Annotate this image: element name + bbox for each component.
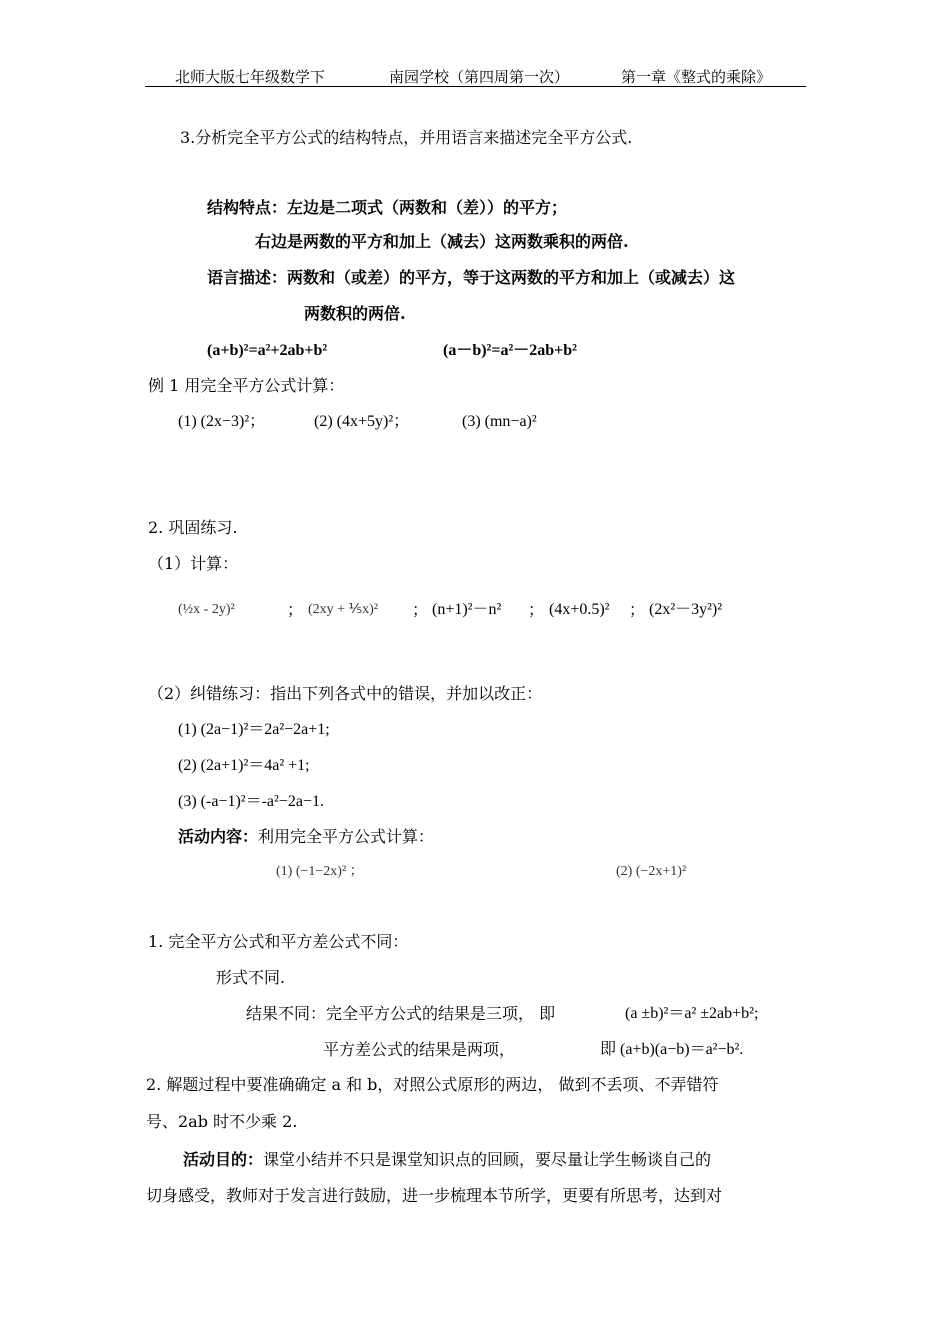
formula-diff: (a－b)²=a²－2ab+b² xyxy=(443,342,577,359)
summary-item-1b-label: 结果不同：完全平方公式的结果是三项， 即 xyxy=(246,1004,556,1023)
summary-item-1a: 形式不同. xyxy=(216,968,286,987)
structure-label: 结构特点： xyxy=(207,198,288,217)
summary-item-2-line-1: 2. 解题过程中要准确确定 a 和 b，对照公式原形的两边， 做到不丢项、不弄错符 xyxy=(146,1075,719,1094)
practice-sub1: （1）计算： xyxy=(148,554,239,573)
language-text-2: 两数积的两倍. xyxy=(304,304,406,323)
activity-item-1: (1) (−1−2x)² ； xyxy=(276,864,364,879)
summary-item-1: 1. 完全平方公式和平方差公式不同： xyxy=(148,932,409,951)
structure-line-1 xyxy=(207,198,567,218)
calc-sep-3: ； xyxy=(528,600,545,619)
goal-text-2: 切身感受，教师对于发言进行鼓励，进一步梳理本节所学，更要有所思考，达到对 xyxy=(146,1186,723,1205)
summary-item-2-line-2: 号、2ab 时不少乘 2. xyxy=(146,1112,298,1131)
language-text-1: 两数和（或差）的平方，等于这两数的平方和加上（或减去）这 xyxy=(287,268,736,287)
example1-item-3: (3) (mn−a)² xyxy=(462,413,537,430)
practice-title: 2. 巩固练习. xyxy=(148,518,238,537)
error-item-3: (3) (-a−1)²＝-a²−2a−1. xyxy=(178,793,324,810)
structure-left: 左边是二项式（两数和（差））的平方； xyxy=(287,198,568,217)
header-right: 第一章《整式的乘除》 xyxy=(621,68,772,86)
summary-item-1b-formula: (a ±b)²＝a² ±2ab+b²; xyxy=(625,1005,759,1022)
activity-label: 活动内容： xyxy=(178,827,259,846)
activity-line xyxy=(178,827,434,847)
calc-item-2: (2xy + ⅕x)² xyxy=(308,602,378,617)
goal-text-1: 课堂小结并不只是课堂知识点的回顾，要尽量让学生畅谈自己的 xyxy=(263,1150,712,1169)
calc-sep-2: ； xyxy=(412,600,429,619)
header-rule xyxy=(145,86,806,87)
calc-item-1 xyxy=(178,600,235,620)
calc-item-5: (2x²－3y²)² xyxy=(649,601,723,618)
example1-title: 例 1 用完全平方公式计算： xyxy=(148,376,345,395)
activity-item-2: (2) (−2x+1)² xyxy=(616,864,687,879)
practice-sub2: （2）纠错练习：指出下列各式中的错误，并加以改正： xyxy=(148,684,543,703)
activity-text: 利用完全平方公式计算： xyxy=(258,827,435,846)
summary-item-1c-formula: 即 (a+b)(a−b)＝a²−b². xyxy=(600,1041,744,1058)
calc-item-4: (4x+0.5)² xyxy=(549,601,610,618)
error-item-1: (1) (2a−1)²＝2a²−2a+1; xyxy=(178,721,330,738)
summary-item-1c-label: 平方差公式的结果是两项， xyxy=(323,1040,516,1059)
calc-item-3: (n+1)²－n² xyxy=(432,601,502,618)
goal-line-1 xyxy=(183,1150,711,1170)
goal-label: 活动目的： xyxy=(183,1150,264,1169)
calc-sep-1: ； xyxy=(287,600,304,619)
formula-sum: (a+b)²=a²+2ab+b² xyxy=(207,342,328,359)
example1-item-1: (1) (2x−3)²； xyxy=(178,413,266,430)
header-center: 南园学校（第四周第一次） xyxy=(389,68,570,86)
language-line-1 xyxy=(207,268,735,288)
structure-right: 右边是两数的平方和加上（减去）这两数乘积的两倍. xyxy=(255,232,629,251)
example1-item-2: (2) (4x+5y)²； xyxy=(314,413,410,430)
error-item-2: (2) (2a+1)²＝4a² +1; xyxy=(178,757,310,774)
language-label: 语言描述： xyxy=(207,268,288,287)
calc-item-1-text: (½x - 2y)² xyxy=(178,602,235,617)
section3-question: 3.分析完全平方公式的结构特点，并用语言来描述完全平方公式. xyxy=(180,128,633,147)
calc-sep-4: ； xyxy=(629,600,646,619)
header-left: 北师大版七年级数学下 xyxy=(175,68,326,86)
